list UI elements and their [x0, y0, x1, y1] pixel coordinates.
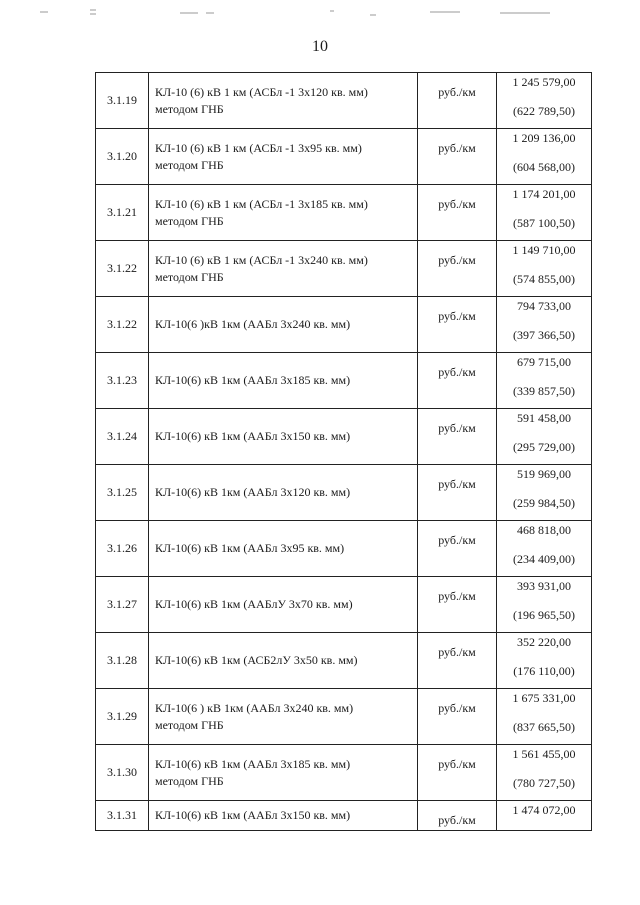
item-price-alt: (587 100,50): [513, 216, 575, 230]
item-price-alt: (176 110,00): [513, 664, 575, 678]
description-line: КЛ-10(6) кВ 1км (ААБл 3х150 кв. мм): [155, 429, 351, 443]
description-method: методом ГНБ: [155, 101, 224, 116]
table-row: [96, 577, 592, 633]
item-price-cell: [497, 353, 592, 409]
item-unit: руб./км: [418, 745, 497, 801]
item-unit: руб./км: [418, 465, 497, 521]
item-description: [149, 633, 418, 689]
item-price-alt: (339 857,50): [513, 384, 575, 398]
table-row: [96, 689, 592, 745]
item-description: [149, 577, 418, 633]
description-line: КЛ-10 (6) кВ 1 км (АСБл -1 3х185 кв. мм): [155, 196, 368, 211]
item-price-cell: [497, 129, 592, 185]
item-unit: руб./км: [418, 801, 497, 831]
item-price-alt: (604 568,00): [513, 160, 575, 174]
item-number: 3.1.21: [96, 185, 149, 241]
item-price: 1 245 579,00: [512, 75, 576, 89]
item-price: 352 220,00: [517, 635, 571, 649]
item-description: [149, 409, 418, 465]
item-price-alt: (622 789,50): [513, 104, 575, 118]
item-price: 679 715,00: [517, 355, 571, 369]
item-price-alt: (837 665,50): [513, 720, 575, 734]
item-unit: руб./км: [418, 521, 497, 577]
price-table: [95, 72, 592, 831]
description-line: КЛ-10(6) кВ 1км (ААБл 3х150 кв. мм): [155, 808, 351, 822]
item-price-cell: [497, 73, 592, 129]
description-line: КЛ-10(6) кВ 1км (ААБл 3х185 кв. мм): [155, 756, 351, 771]
item-price: 1 174 201,00: [512, 187, 576, 201]
item-price-alt: (259 984,50): [513, 496, 575, 510]
item-price-cell: [497, 633, 592, 689]
description-line: КЛ-10(6 ) кВ 1км (ААБл 3х240 кв. мм): [155, 700, 354, 715]
item-price-cell: [497, 465, 592, 521]
item-price-cell: [497, 297, 592, 353]
item-price: 1 209 136,00: [512, 131, 576, 145]
description-line: КЛ-10(6) кВ 1км (ААБлУ 3х70 кв. мм): [155, 597, 353, 611]
table-row: [96, 353, 592, 409]
item-description: [149, 129, 418, 185]
item-unit: руб./км: [418, 409, 497, 465]
table-row: [96, 801, 592, 831]
item-description: [149, 185, 418, 241]
item-price-cell: [497, 745, 592, 801]
table-row: [96, 185, 592, 241]
item-number: 3.1.25: [96, 465, 149, 521]
description-line: КЛ-10 (6) кВ 1 км (АСБл -1 3х95 кв. мм): [155, 140, 362, 155]
scan-artifacts: [30, 6, 590, 20]
item-price-alt: (780 727,50): [513, 776, 575, 790]
description-line: КЛ-10(6) кВ 1км (ААБл 3х185 кв. мм): [155, 373, 351, 387]
item-unit: руб./км: [418, 129, 497, 185]
description-line: КЛ-10 (6) кВ 1 км (АСБл -1 3х120 кв. мм): [155, 84, 368, 99]
item-price-cell: [497, 241, 592, 297]
table-row: [96, 633, 592, 689]
item-number: 3.1.30: [96, 745, 149, 801]
item-price-alt: (234 409,00): [513, 552, 575, 566]
item-price: 794 733,00: [517, 299, 571, 313]
item-price-alt: (397 366,50): [513, 328, 575, 342]
item-price: 591 458,00: [517, 411, 571, 425]
item-number: 3.1.20: [96, 129, 149, 185]
item-price-cell: [497, 185, 592, 241]
item-unit: руб./км: [418, 73, 497, 129]
item-price: 519 969,00: [517, 467, 571, 481]
table-row: [96, 409, 592, 465]
description-method: методом ГНБ: [155, 717, 224, 732]
item-description: [149, 521, 418, 577]
table-row: [96, 465, 592, 521]
item-price-cell: [497, 689, 592, 745]
item-description: [149, 297, 418, 353]
item-number: 3.1.24: [96, 409, 149, 465]
item-price: 1 675 331,00: [512, 691, 576, 705]
page-number: 10: [312, 38, 328, 55]
item-number: 3.1.26: [96, 521, 149, 577]
item-unit: руб./км: [418, 185, 497, 241]
item-price-alt: (295 729,00): [513, 440, 575, 454]
table-row: [96, 297, 592, 353]
item-number: 3.1.19: [96, 73, 149, 129]
description-method: методом ГНБ: [155, 269, 224, 284]
item-number: 3.1.31: [96, 801, 149, 831]
item-description: [149, 745, 418, 801]
description-line: КЛ-10(6) кВ 1км (АСБ2лУ 3х50 кв. мм): [155, 653, 358, 667]
item-description: [149, 689, 418, 745]
description-line: КЛ-10 (6) кВ 1 км (АСБл -1 3х240 кв. мм): [155, 252, 368, 267]
item-number: 3.1.22: [96, 297, 149, 353]
item-description: [149, 73, 418, 129]
item-unit: руб./км: [418, 297, 497, 353]
item-number: 3.1.23: [96, 353, 149, 409]
item-price-cell: [497, 521, 592, 577]
item-description: [149, 465, 418, 521]
item-price: 1 149 710,00: [512, 243, 576, 257]
item-unit: руб./км: [418, 689, 497, 745]
table-row: [96, 241, 592, 297]
item-price-cell: [497, 409, 592, 465]
table-row: [96, 73, 592, 129]
item-unit: руб./км: [418, 241, 497, 297]
item-unit: руб./км: [418, 577, 497, 633]
item-price-alt: (574 855,00): [513, 272, 575, 286]
item-description: [149, 801, 418, 831]
table-row: [96, 745, 592, 801]
description-line: КЛ-10(6) кВ 1км (ААБл 3х120 кв. мм): [155, 485, 351, 499]
item-number: 3.1.22: [96, 241, 149, 297]
description-method: методом ГНБ: [155, 773, 224, 788]
item-number: 3.1.28: [96, 633, 149, 689]
item-unit: руб./км: [418, 353, 497, 409]
description-method: методом ГНБ: [155, 157, 224, 172]
table-row: [96, 521, 592, 577]
item-price: 1 474 072,00: [512, 803, 576, 817]
description-line: КЛ-10(6) кВ 1км (ААБл 3х95 кв. мм): [155, 541, 345, 555]
description-line: КЛ-10(6 )кВ 1км (ААБл 3х240 кв. мм): [155, 317, 351, 331]
description-method: методом ГНБ: [155, 213, 224, 228]
item-price: 1 561 455,00: [512, 747, 576, 761]
item-description: [149, 241, 418, 297]
item-number: 3.1.29: [96, 689, 149, 745]
item-description: [149, 353, 418, 409]
item-unit: руб./км: [418, 633, 497, 689]
item-price-cell: [497, 801, 592, 831]
table-row: [96, 129, 592, 185]
item-price-alt: (196 965,50): [513, 608, 575, 622]
item-number: 3.1.27: [96, 577, 149, 633]
item-price-cell: [497, 577, 592, 633]
item-price: 468 818,00: [517, 523, 571, 537]
item-price: 393 931,00: [517, 579, 571, 593]
